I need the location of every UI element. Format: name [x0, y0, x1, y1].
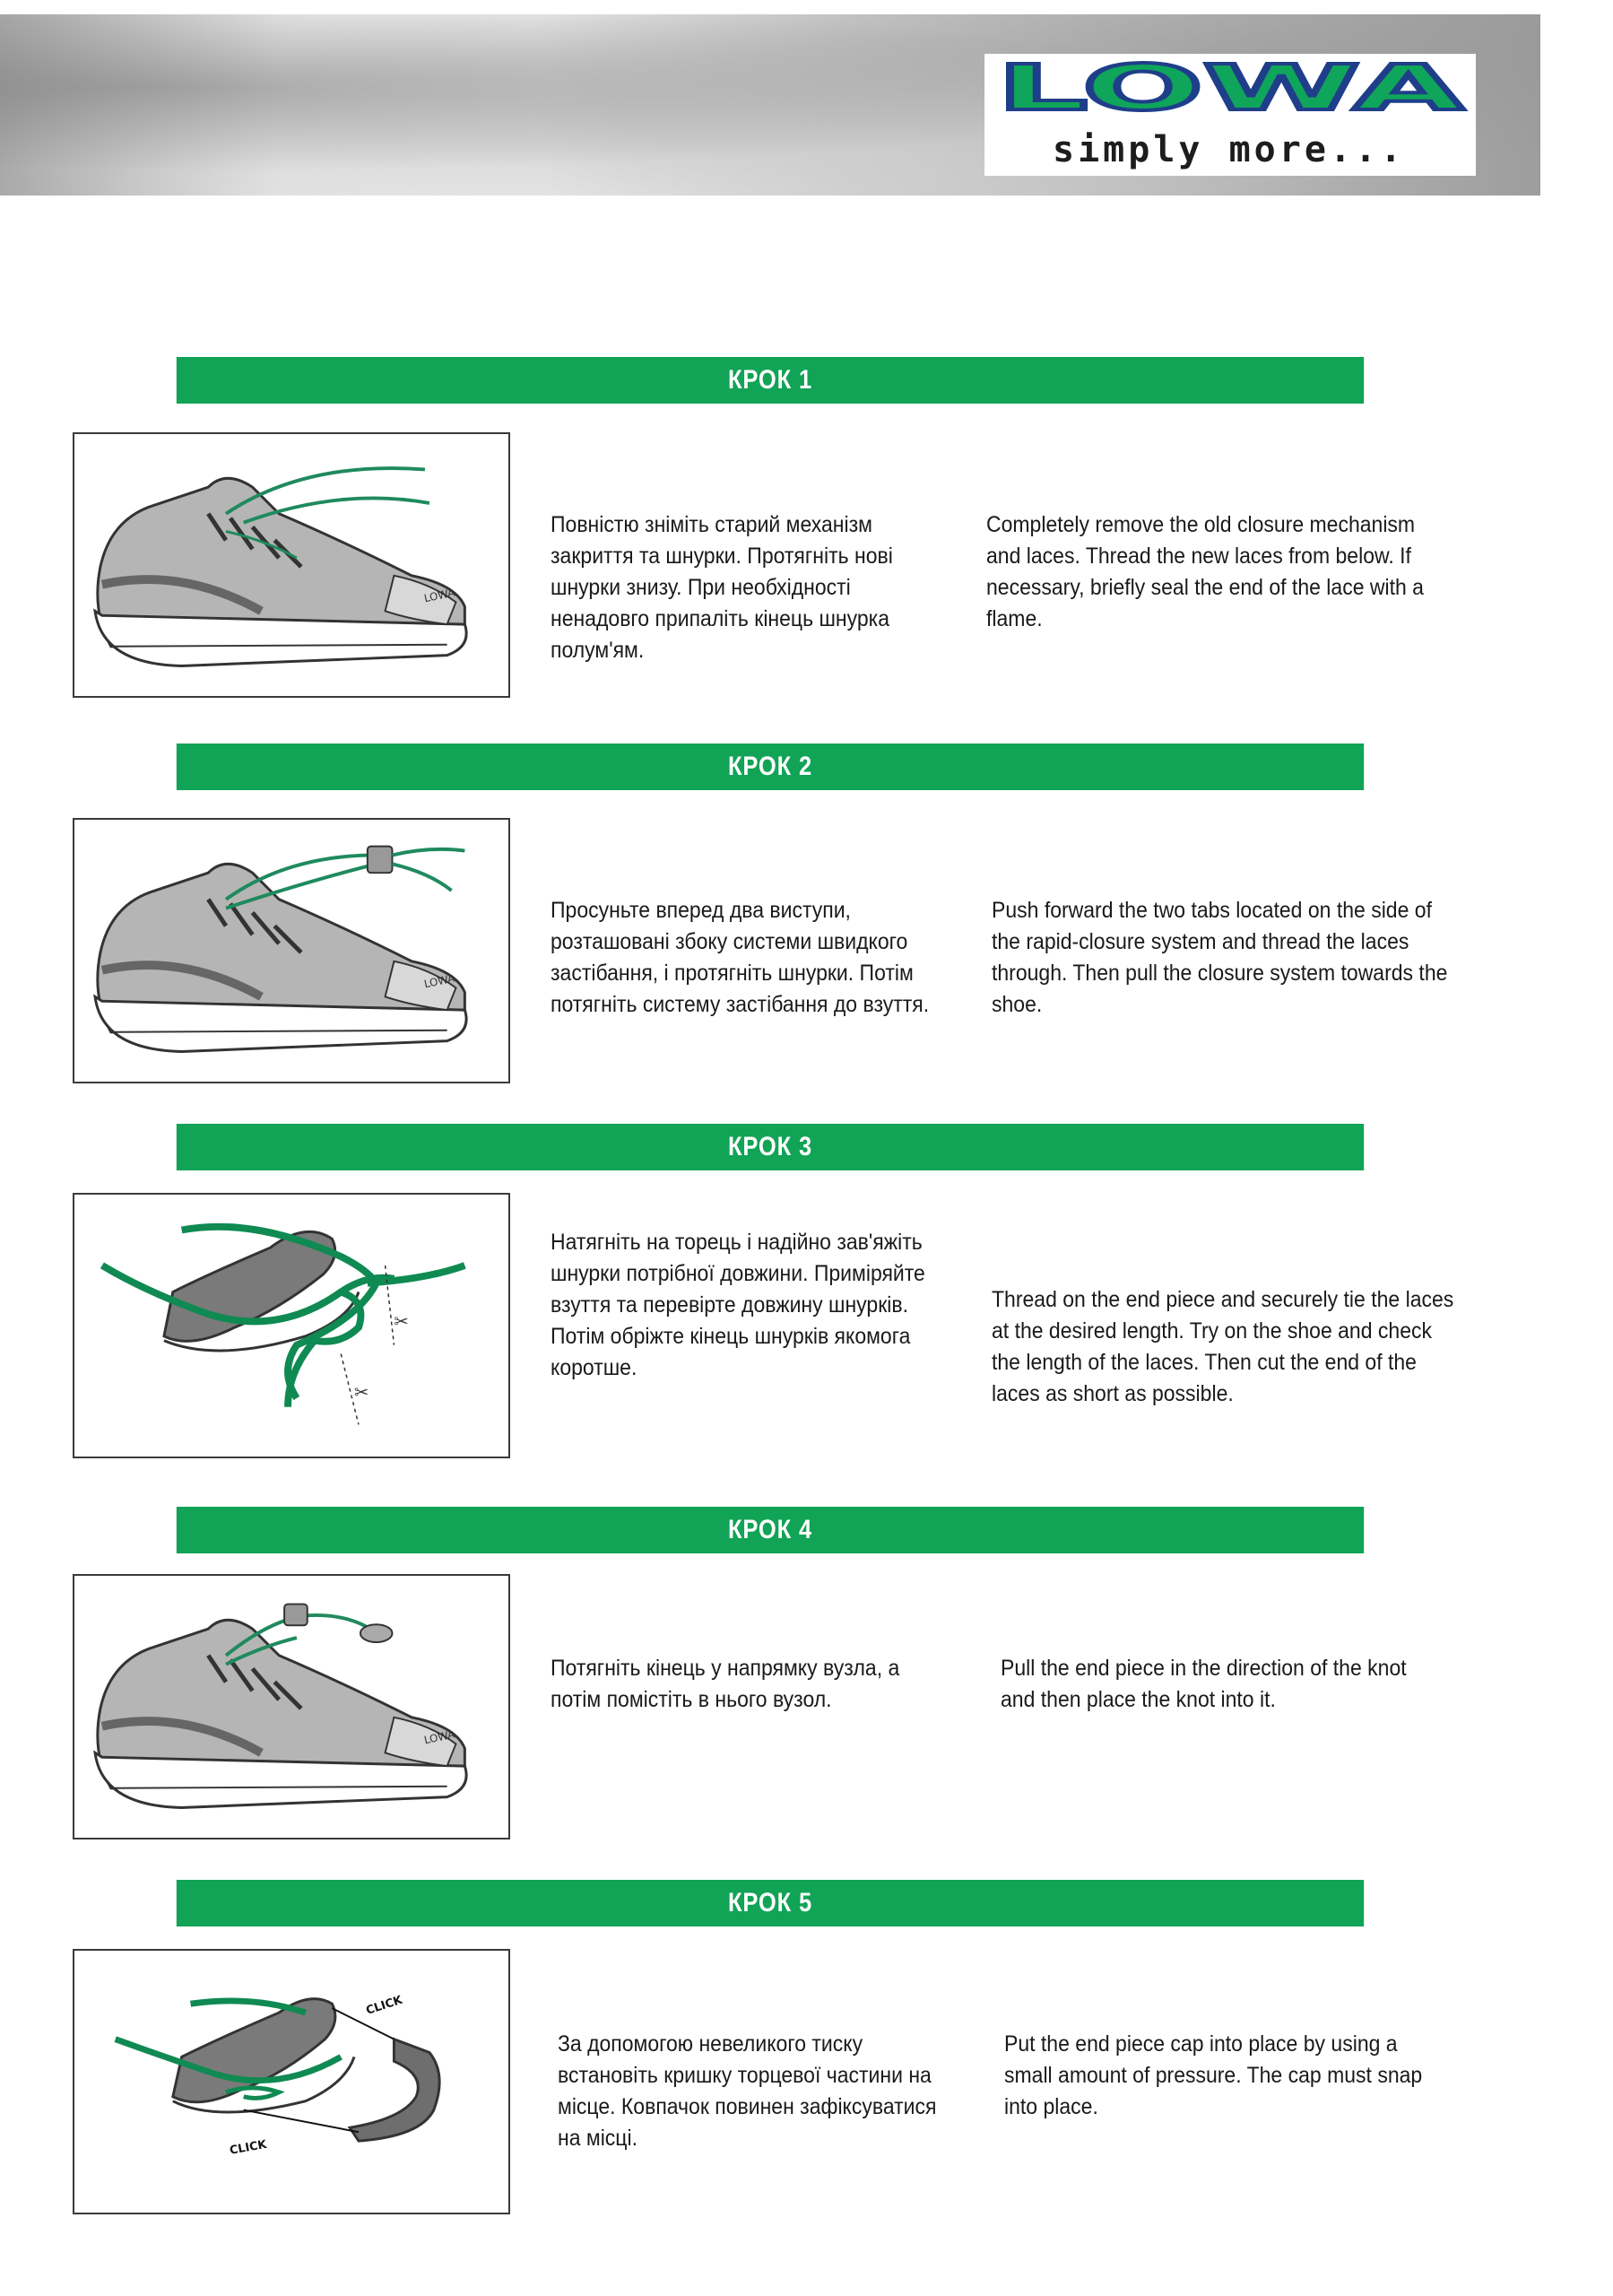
step-1-header: КРОК 1	[177, 357, 1364, 404]
lowa-wordmark	[992, 57, 1469, 118]
step-4-text-en: Pull the end piece in the direction of the knot and then place the knot into it.	[1001, 1656, 1407, 1712]
step-3-header: КРОК 3	[177, 1124, 1364, 1170]
step-4-text-uk: Потягніть кінець у напрямку вузла, а потім помістіть в нього вузол.	[551, 1656, 900, 1712]
step-2-header: КРОК 2	[177, 744, 1364, 790]
shoe-illustration	[74, 1576, 508, 1838]
end-piece-cap-illustration	[74, 1951, 508, 2213]
end-piece-illustration	[74, 1195, 508, 1457]
step-1-text-en: Completely remove the old closure mechanism and laces. Thread the new laces from below. If necessary, briefly seal the end of the lace with a flame.	[986, 512, 1424, 631]
step-5-header: КРОК 5	[177, 1880, 1364, 1926]
step-5-text-uk: За допомогою невеликого тиску встановіть кришку торцевої частини на місце. Ковпачок повинен зафіксуватися на місці.	[558, 2031, 937, 2151]
shoe-illustration	[74, 434, 508, 696]
step-1-text-uk: Повністю зніміть старий механізм закриття та шнурки. Протягніть нові шнурки знизу. При необхідності ненадовго припаліть кінець шнурка полум'ям.	[551, 512, 893, 663]
brand-logo	[984, 54, 1476, 176]
shoe-brand-mark: LOWA	[422, 1727, 456, 1747]
scissors-icon: ✂	[394, 1311, 409, 1332]
step-5-illustration	[73, 1949, 510, 2214]
click-label: CLICK	[364, 1993, 404, 2018]
step-4-header: КРОК 4	[177, 1507, 1364, 1553]
step-3-text-en: Thread on the end piece and securely tie the laces at the desired length. Try on the shoe and check the length of the laces. Then cut the end of the laces as short as possible.	[992, 1287, 1454, 1406]
step-2-text-uk: Просуньте вперед два виступи, розташовані збоку системи швидкого застібання, і протягніть шнурки. Потім потягніть систему застібання до взуття.	[551, 898, 930, 1017]
step-4-illustration	[73, 1574, 510, 1839]
step-2-text-en: Push forward the two tabs located on the side of the rapid-closure system and thread the laces through. Then pull the closure system towards the shoe.	[992, 898, 1448, 1017]
brand-name: LOWA	[997, 57, 1463, 118]
step-1-illustration	[73, 432, 510, 698]
scissors-icon: ✂	[354, 1382, 369, 1403]
click-label: CLICK	[229, 2137, 268, 2158]
step-2-illustration	[73, 818, 510, 1083]
header-banner	[0, 14, 1540, 196]
brand-tagline: simply more...	[1053, 129, 1406, 170]
shoe-illustration	[74, 820, 508, 1082]
shoe-brand-mark: LOWA	[422, 971, 456, 991]
step-3-illustration	[73, 1193, 510, 1458]
step-5-text-en: Put the end piece cap into place by using a small amount of pressure. The cap must snap into place.	[1004, 2031, 1423, 2119]
shoe-brand-mark: LOWA	[422, 586, 456, 605]
step-3-text-uk: Натягніть на торець і надійно зав'яжіть шнурки потрібної довжини. Приміряйте взуття та перевірте довжину шнурків. Потім обріжте кінець шнурків якомога коротше.	[551, 1230, 925, 1380]
